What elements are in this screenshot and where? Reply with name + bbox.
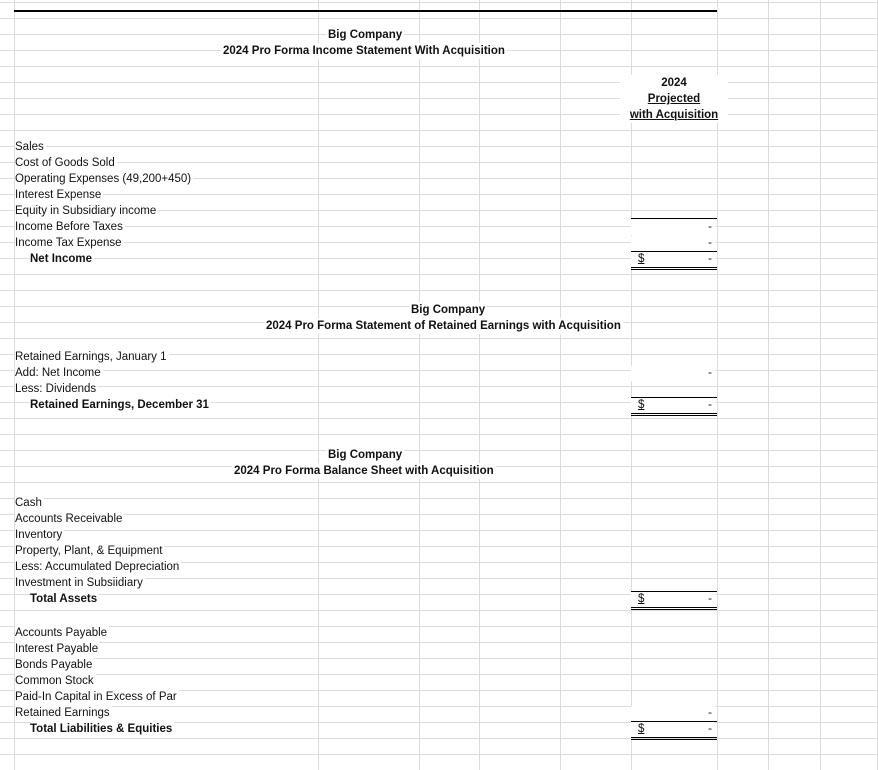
grid-row-line (0, 738, 878, 739)
grid-row-line (0, 226, 878, 227)
row-bs-retained-earnings[interactable]: Retained Earnings (15, 707, 110, 719)
grid-row-line (0, 594, 878, 595)
grid-column-line (820, 0, 821, 770)
re-total-double-rule-1 (631, 413, 717, 414)
total-assets-value[interactable]: - (631, 592, 715, 607)
income-tax-expense-value[interactable]: - (631, 236, 715, 251)
row-interest-payable[interactable]: Interest Payable (15, 643, 99, 655)
row-inventory[interactable]: Inventory (15, 529, 63, 541)
column-header-with-acquisition: with Acquisition (620, 107, 728, 123)
grid-row-line (0, 338, 878, 339)
net-income-double-rule-2 (631, 269, 717, 270)
grid-row-line (0, 82, 878, 83)
row-investment-subsidiary[interactable]: Investment in Subsiidiary (15, 577, 143, 589)
row-operating-expenses[interactable]: Operating Expenses (49,200+450) (15, 173, 192, 185)
grid-row-line (0, 530, 878, 531)
grid-row-line (0, 482, 878, 483)
row-income-before-taxes[interactable]: Income Before Taxes (15, 221, 123, 233)
grid-row-line (0, 98, 878, 99)
row-equity-subsidiary-income[interactable]: Equity in Subsidiary income (15, 205, 157, 217)
total-assets-currency: $ (638, 593, 645, 605)
grid-row-line (0, 706, 878, 707)
row-total-assets[interactable]: Total Assets (30, 593, 98, 605)
retained-earnings-company: Big Company (411, 304, 486, 316)
row-common-stock[interactable]: Common Stock (15, 675, 94, 687)
grid-column-line (560, 0, 561, 770)
grid-row-line (0, 290, 878, 291)
balance-sheet-company: Big Company (328, 449, 403, 461)
grid-column-line (768, 0, 769, 770)
total-assets-double-rule-2 (631, 609, 717, 610)
balance-sheet-title: 2024 Pro Forma Balance Sheet with Acquisition (234, 465, 494, 477)
grid-column-line (479, 0, 480, 770)
re-net-income-value[interactable]: - (631, 366, 715, 381)
row-re-add-net-income[interactable]: Add: Net Income (15, 367, 101, 379)
row-re-december[interactable]: Retained Earnings, December 31 (30, 399, 209, 411)
row-paid-in-capital[interactable]: Paid-In Capital in Excess of Par (15, 691, 177, 703)
total-liab-value[interactable]: - (631, 722, 715, 737)
grid-row-line (0, 146, 878, 147)
grid-row-line (0, 274, 878, 275)
row-interest-expense[interactable]: Interest Expense (15, 189, 102, 201)
grid-row-line (0, 114, 878, 115)
row-accounts-payable[interactable]: Accounts Payable (15, 627, 108, 639)
grid-row-line (0, 434, 878, 435)
grid-row-line (0, 34, 878, 35)
grid-row-line (0, 674, 878, 675)
row-cogs[interactable]: Cost of Goods Sold (15, 157, 115, 169)
grid-row-line (0, 370, 878, 371)
subtotal-rule (631, 218, 717, 219)
retained-earnings-title: 2024 Pro Forma Statement of Retained Earnings with Acquisition (266, 320, 621, 332)
re-total-currency: $ (638, 399, 645, 411)
column-header-projected: Projected (620, 91, 728, 107)
income-before-taxes-value[interactable]: - (631, 220, 715, 235)
total-liab-double-rule-1 (631, 737, 717, 738)
grid-row-line (0, 258, 878, 259)
row-bonds-payable[interactable]: Bonds Payable (15, 659, 93, 671)
grid-row-line (0, 514, 878, 515)
grid-row-line (0, 194, 878, 195)
re-total-value[interactable]: - (631, 398, 715, 413)
net-income-value[interactable]: - (631, 252, 715, 267)
column-header-year: 2024 (620, 75, 728, 91)
grid-row-line (0, 386, 878, 387)
income-statement-company: Big Company (328, 29, 403, 41)
re-total-double-rule-2 (631, 415, 717, 416)
grid-row-line (0, 66, 878, 67)
bs-retained-earnings-value[interactable]: - (631, 706, 715, 721)
row-net-income[interactable]: Net Income (30, 253, 92, 265)
total-assets-double-rule-1 (631, 607, 717, 608)
grid-row-line (0, 162, 878, 163)
top-border (14, 10, 717, 12)
row-total-liabilities-equities[interactable]: Total Liabilities & Equities (30, 723, 173, 735)
row-sales[interactable]: Sales (15, 141, 44, 153)
grid-row-line (0, 754, 878, 755)
grid-row-line (0, 626, 878, 627)
grid-row-line (0, 418, 878, 419)
grid-row-line (0, 610, 878, 611)
grid-row-line (0, 498, 878, 499)
row-accumulated-depreciation[interactable]: Less: Accumulated Depreciation (15, 561, 180, 573)
grid-row-line (0, 642, 878, 643)
row-ppe[interactable]: Property, Plant, & Equipment (15, 545, 163, 557)
row-accounts-receivable[interactable]: Accounts Receivable (15, 513, 123, 525)
income-statement-title: 2024 Pro Forma Income Statement With Acquisition (223, 45, 505, 57)
row-re-january[interactable]: Retained Earnings, January 1 (15, 351, 167, 363)
row-cash[interactable]: Cash (15, 497, 42, 509)
grid-row-line (0, 130, 878, 131)
total-liab-double-rule-2 (631, 739, 717, 740)
row-re-less-dividends[interactable]: Less: Dividends (15, 383, 97, 395)
net-income-double-rule-1 (631, 267, 717, 268)
grid-row-line (0, 658, 878, 659)
grid-row-line (0, 2, 878, 3)
net-income-currency: $ (638, 253, 645, 265)
grid-row-line (0, 242, 878, 243)
grid-row-line (0, 450, 878, 451)
total-liab-currency: $ (638, 723, 645, 735)
grid-row-line (0, 18, 878, 19)
row-income-tax-expense[interactable]: Income Tax Expense (15, 237, 122, 249)
grid-column-line (318, 0, 319, 770)
grid-column-line (419, 0, 420, 770)
